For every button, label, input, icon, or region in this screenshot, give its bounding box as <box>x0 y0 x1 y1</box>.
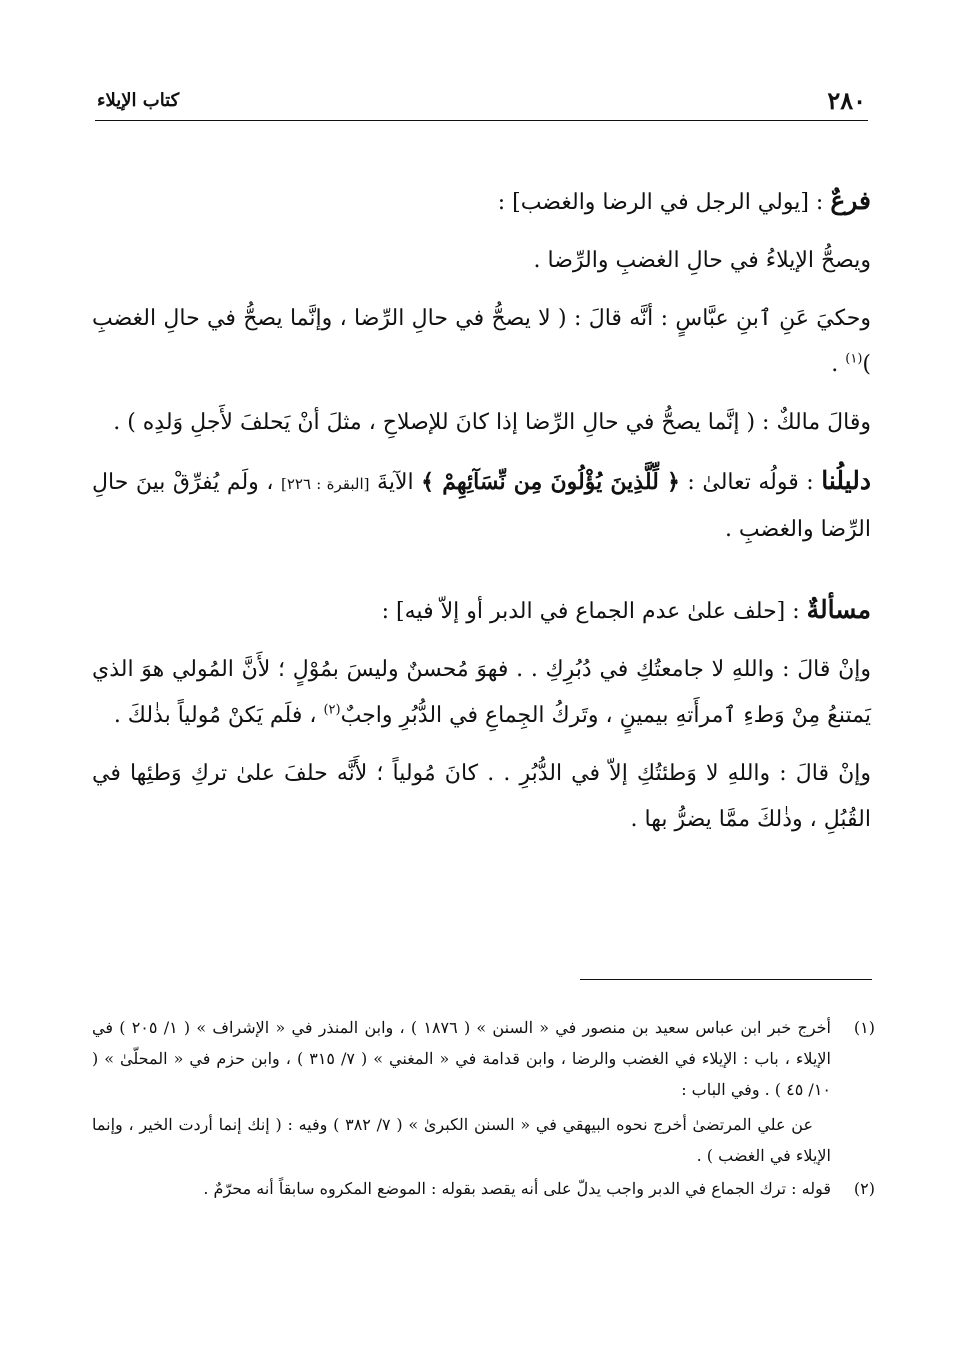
paragraph <box>92 296 871 388</box>
footnote-number: (٢) <box>853 1179 875 1198</box>
paragraph-text: وحكيَ عَنِ ٱبنِ عبَّاسٍ : أنَّه قالَ : ( لا يصحُّ في حالِ الرِّضا ، وإنَّما يصحُّ في حالِ الغضبِ ) <box>92 306 871 377</box>
paragraph-far-heading <box>92 178 871 226</box>
footnote-marker: (٢) <box>323 702 341 718</box>
footnote-text: قوله : ترك الجماع في الدبر واجب يدلّ على أنه يقصد بقوله : الموضع المكروه سابقاً أنه محرّمٌ . <box>203 1179 831 1198</box>
paragraph-text: ، ولَم يُفرِّقْ بينَ حالِ الرِّضا والغضبِ . <box>92 470 871 542</box>
quran-verse: ﴿ لِّلَّذِينَ يُؤْلُونَ مِن نِّسَآئِهِمْ ﴾ <box>421 469 680 495</box>
paragraph <box>92 647 871 739</box>
footnote-text-continued: عن علي المرتضىٰ أخرج نحوه البيهقي في « السنن الكبرىٰ » ( ٧/ ٣٨٢ ) وفيه : ( إنك إنما أردت الخير ، وإنما الإيلاء في الغضب ) . <box>92 1115 831 1165</box>
paragraph <box>92 400 871 446</box>
footnote-separator <box>580 979 872 980</box>
paragraph-text: وإنْ قالَ : واللهِ لا جامعتُكِ في دُبُرِكِ . . فهوَ مُحسنٌ وليسَ بمُوْلٍ ؛ لأَنَّ المُولي هوَ الذي يَمتنعُ مِنْ وَطءِ ٱمرأَتهِ بيمينٍ ، وتَركُ الجِماعِ في الدُّبُرِ واجبٌ <box>92 657 871 728</box>
section-label-masala: مسألةٌ <box>806 595 871 624</box>
paragraph-text: الآيةَ <box>369 470 422 495</box>
paragraph-text: ويصحُّ الإيلاءُ في حالِ الغضبِ والرِّضا . <box>533 248 871 273</box>
footnote-number: (١) <box>853 1018 875 1037</box>
footnote-1 <box>92 1012 875 1171</box>
paragraph <box>92 238 871 284</box>
heading-text: : [يولي الرجل في الرضا والغضب] : <box>497 190 831 215</box>
footnotes <box>92 1012 875 1206</box>
paragraph-text: : قولُه تعالىٰ : <box>679 470 822 495</box>
page-number: ٢٨٠ <box>827 86 866 115</box>
paragraph-text: وإنْ قالَ : واللهِ لا وَطئتُكِ إلاّ في الدُّبُرِ . . كانَ مُولياً ؛ لأَنَّه حلفَ علىٰ تركِ وَطئِها في القُبُلِ ، وذٰلكَ ممَّا يضرُّ بها . <box>92 761 871 832</box>
section-label-far: فرعٌ <box>830 186 871 215</box>
paragraph-text: ، فلَم يَكنْ مُولياً بذٰلكَ . <box>113 703 324 728</box>
heading-text: : [حلف علىٰ عدم الجماع في الدبر أو إلاّ فيه] : <box>381 599 807 624</box>
running-title: كتاب الإيلاء <box>97 90 180 111</box>
paragraph-text: وقالَ مالكٌ : ( إنَّما يصحُّ في حالِ الرِّضا إذا كانَ للإصلاحِ ، مثلَ أنْ يَحلفَ لأَجلِ وَلدِه ) . <box>113 410 871 435</box>
page-header <box>95 84 868 121</box>
footnote-2 <box>92 1173 875 1204</box>
paragraph-masala-heading <box>92 587 871 635</box>
verse-reference: [البقرة : ٢٢٦] <box>280 475 370 493</box>
footnote-marker: (١) <box>845 351 863 367</box>
paragraph-text: . <box>831 352 846 377</box>
paragraph <box>92 751 871 843</box>
footnote-text: أخرج خبر ابن عباس سعيد بن منصور في « السنن » ( ١٨٧٦ ) ، وابن المنذر في « الإشراف » ( ١/ ٢٠٥ ) في الإيلاء ، باب : الإيلاء في الغضب والرضا ، وابن قدامة في « المغني » ( ٧/ ٣١٥ ) ، وابن حزم في « المحلّىٰ » ( ١٠/ ٤٥ ) . وفي الباب : <box>92 1018 832 1099</box>
paragraph-evidence <box>92 458 871 553</box>
main-text <box>92 178 871 855</box>
section-label-dalil: دليلُنا <box>821 466 871 495</box>
